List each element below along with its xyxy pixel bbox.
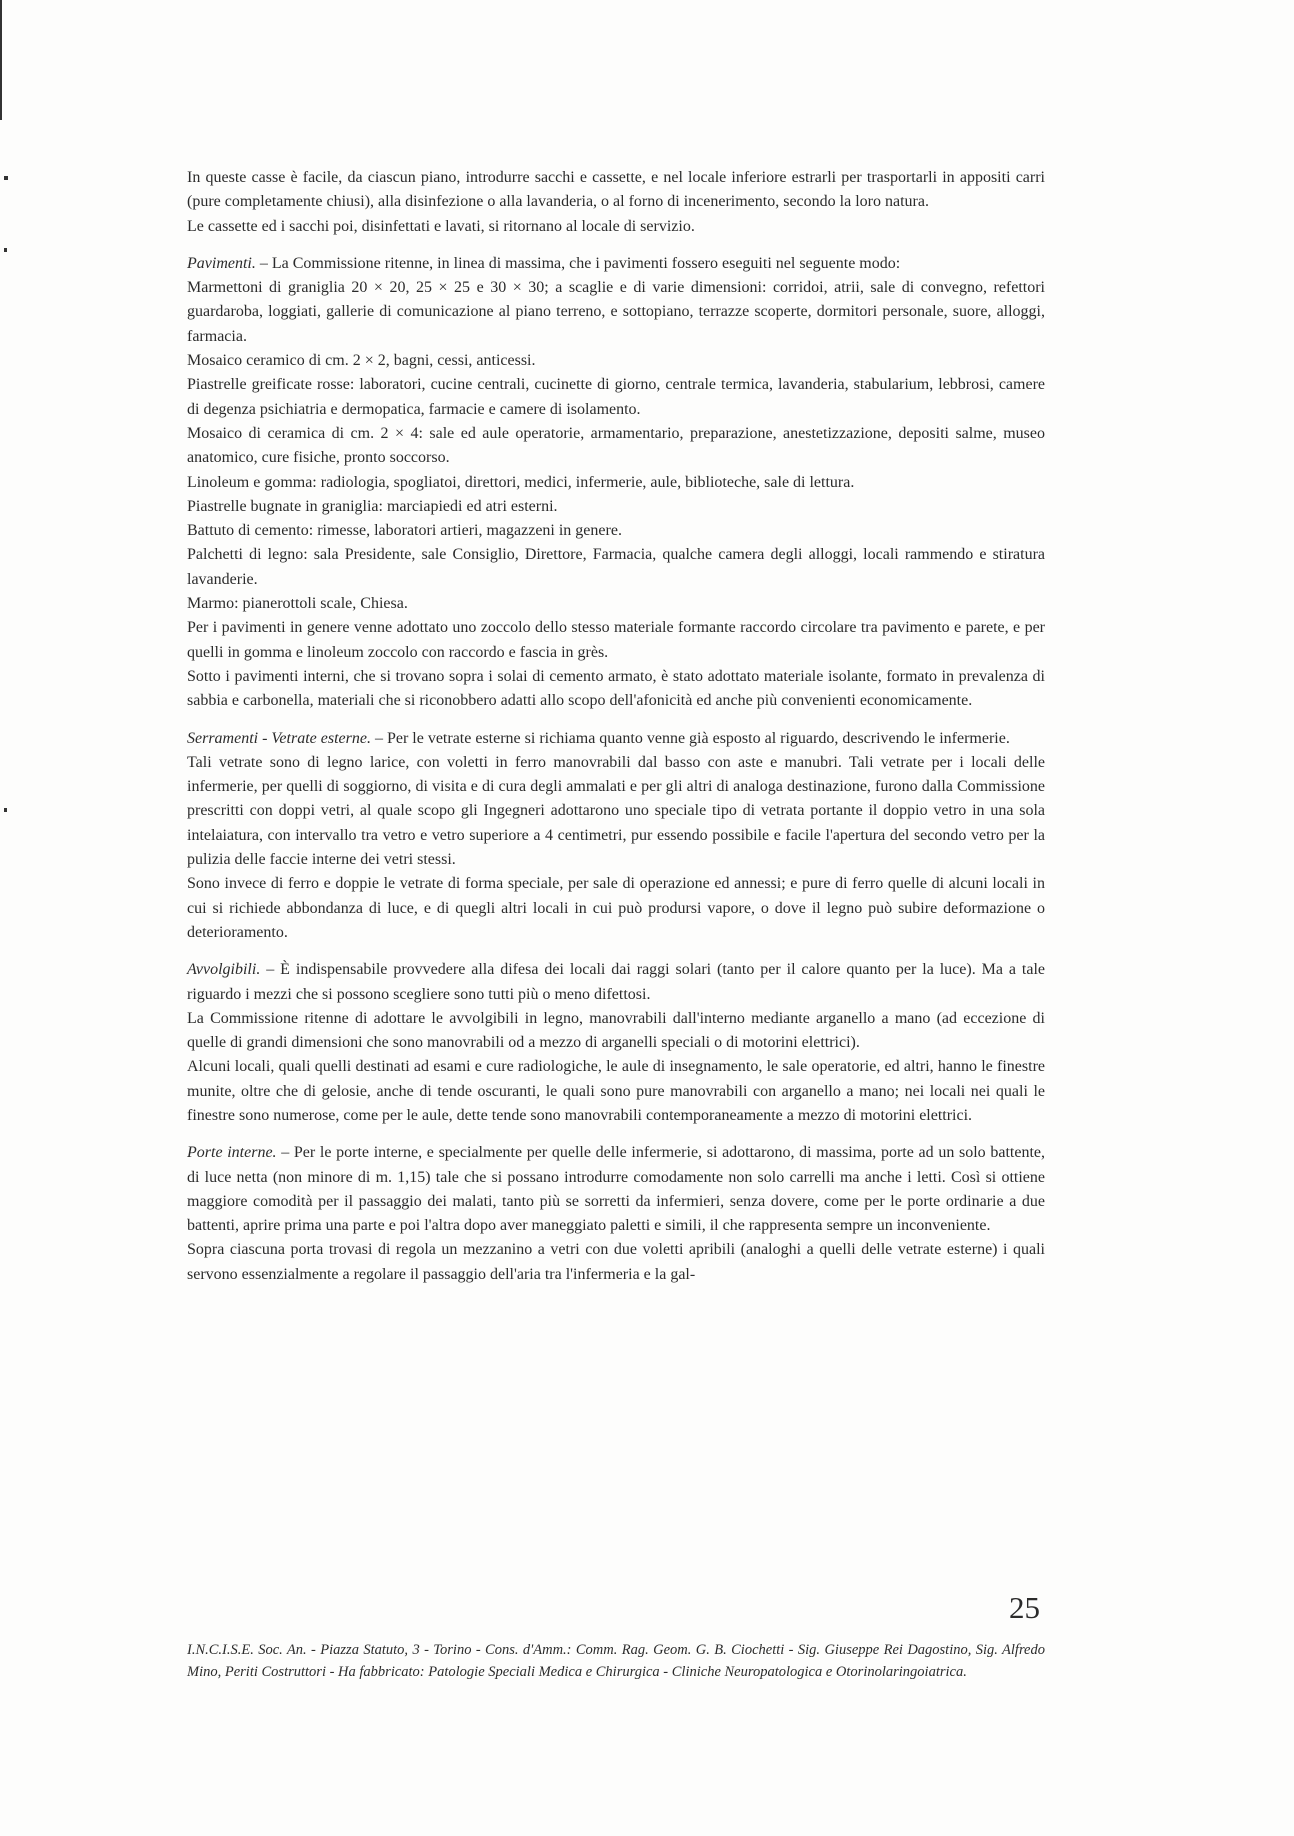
section-heading: Porte interne. — [187, 1144, 277, 1162]
paragraph: Linoleum e gomma: radiologia, spogliatoi, direttori, medici, infermerie, aule, biblioteche, sale di lettura. — [187, 473, 855, 491]
left-margin-mark — [4, 176, 8, 180]
section-paragraph-avvolgibili: Avvolgibili. – È indispensabile provvedere alla difesa dei locali dai raggi solari (tanto per il calore quanto per la luce). Ma a tale riguardo i mezzi che si possono scegliere sono tutti più o meno difettosi. — [187, 961, 1045, 1003]
paragraph: Alcuni locali, quali quelli destinati ad esami e cure radiologiche, le aule di insegnamento, le sale operatorie, ed altri, hanno le finestre munite, oltre che di gelosie, anche di tende oscuranti, le quali sono pure manovrabili con arganello a mano; nei locali nei quali le finestre sono numerose, come per le aule, dette tende sono manovrabili contemporaneamente a mezzo di motorini elettrici. — [187, 1058, 1045, 1124]
section-heading: Pavimenti. — [187, 254, 256, 272]
section-paragraph-serramenti: Serramenti - Vetrate esterne. – Per le vetrate esterne si richiama quanto venne già esposto al riguardo, descrivendo le infermerie. — [187, 729, 1010, 747]
paragraph: Mosaico di ceramica di cm. 2 × 4: sale ed aule operatorie, armamentario, preparazione, anestetizzazione, depositi salme, museo anatomico, cure fisiche, pronto soccorso. — [187, 424, 1045, 467]
paragraph: Sono invece di ferro e doppie le vetrate di forma speciale, per sale di operazione ed annessi; e pure di ferro quelle di alcuni locali in cui si richiede abbondanza di luce, e di quegli altri locali in cui può prodursi vapore, o dove il legno può subire deformazione o deterioramento. — [187, 875, 1045, 941]
section-heading: Serramenti - Vetrate esterne. — [187, 729, 371, 747]
left-margin-mark — [0, 0, 2, 120]
paragraph: Piastrelle greificate rosse: laboratori, cucine centrali, cucinette di giorno, centrale termica, lavanderia, stabularium, lebbrosi, camere di degenza psichiatria e dermopatica, farmacie e camere di isolamento. — [187, 376, 1045, 418]
paragraph: Marmettoni di graniglia 20 × 20, 25 × 25 e 30 × 30; a scaglie e di varie dimensioni: corridoi, atrii, sale di convegno, refettori guardaroba, loggiati, gallerie di comunicazione al piano terreno, e sottopiano, terrazze scoperte, dormitori personale, suore, alloggi, farmacia. — [187, 279, 1045, 345]
paragraph: In queste casse è facile, da ciascun piano, introdurre sacchi e cassette, e nel locale inferiore estrarli per trasportarli in appositi carri (pure completamente chiusi), alla disinfezione o alla lavanderia, o al forno di incenerimento, secondo la loro natura. — [187, 169, 1045, 211]
paragraph: Piastrelle bugnate in graniglia: marciapiedi ed atri esterni. — [187, 497, 558, 515]
paragraph: Palchetti di legno: sala Presidente, sale Consiglio, Direttore, Farmacia, qualche camera degli alloggi, locali rammendo e stiratura lavanderie. — [187, 546, 1045, 588]
body-text — [187, 166, 1045, 1287]
printer-colophon: I.N.C.I.S.E. Soc. An. - Piazza Statuto, 3 - Torino - Cons. d'Amm.: Comm. Rag. Geom. G. B. Ciochetti - Sig. Giuseppe Rei Dagostino, Sig. Alfredo Mino, Periti Costruttori - Ha fabbricato: Patologie Speciali Medica e Chirurgica - Cliniche Neuropatologica e Otorinolaringoiatrica. — [187, 1642, 1045, 1680]
paragraph: La Commissione ritenne di adottare le avvolgibili in legno, manovrabili dall'interno mediante arganello a mano (ad eccezione di quelle di grandi dimensioni che sono manovrabili od a mezzo di arganelli speciali o di motorini elettrici). — [187, 1009, 1045, 1052]
section-heading: Avvolgibili. — [187, 961, 261, 979]
section-paragraph-porte-interne: Porte interne. – Per le porte interne, e specialmente per quelle delle infermerie, si adottarono, di massima, porte ad un solo battente, di luce netta (non minore di m. 1,15) tale che si possano introdurre comodamente non solo carrelli ma anche i letti. Così si ottiene maggiore comodità per il passaggio dei malati, tanto più se sorretti da infermieri, senza dovere, come per le porte ordinarie a due battenti, aprire prima una parte e poi l'altra dopo aver maneggiato paletti e simili, il che rappresenta sempre un inconveniente. — [187, 1144, 1045, 1235]
paragraph: Marmo: pianerottoli scale, Chiesa. — [187, 595, 408, 613]
left-margin-mark — [4, 248, 7, 252]
paragraph: Mosaico ceramico di cm. 2 × 2, bagni, cessi, anticessi. — [187, 352, 536, 370]
left-margin-mark — [4, 808, 7, 812]
paragraph: Battuto di cemento: rimesse, laboratori artieri, magazzeni in genere. — [187, 522, 622, 540]
page-number: 25 — [1009, 1590, 1040, 1625]
paragraph: Tali vetrate sono di legno larice, con voletti in ferro manovrabili dal basso con aste e manubri. Tali vetrate per i locali delle infermerie, per quelli di soggiorno, di visita e di cura degli ammalati e per gli altri di analoga destinazione, furono dalla Commissione prescritti con doppi vetri, al quale scopo gli Ingegneri adottarono uno speciale tipo di vetrata portante il doppio vetro in una sola intelaiatura, con intervallo tra vetro e vetro superiore a 4 centimetri, pur essendo possibile e facile l'apertura del secondo vetro per la pulizia delle faccie interne dei vetri stessi. — [187, 753, 1045, 869]
section-paragraph-pavimenti: Pavimenti. – La Commissione ritenne, in linea di massima, che i pavimenti fossero eseguiti nel seguente modo: — [187, 254, 901, 272]
paragraph: Le cassette ed i sacchi poi, disinfettati e lavati, si ritornano al locale di servizio. — [187, 217, 695, 235]
paragraph: Sotto i pavimenti interni, che si trovano sopra i solai di cemento armato, è stato adottato materiale isolante, formato in prevalenza di sabbia e carbonella, materiali che si riconobbero adatti allo scopo dell'afonicità ed anche più convenienti economicamente. — [187, 667, 1045, 710]
paragraph: Sopra ciascuna porta trovasi di regola un mezzanino a vetri con due voletti apribili (analoghi a quelli delle vetrate esterne) i quali servono essenzialmente a regolare il passaggio dell'aria tra l'infermeria e la gal- — [187, 1241, 1045, 1283]
paragraph: Per i pavimenti in genere venne adottato uno zoccolo dello stesso materiale formante raccordo circolare tra pavimento e parete, e per quelli in gomma e linoleum zoccolo con raccordo e fascia in grès. — [187, 619, 1045, 661]
